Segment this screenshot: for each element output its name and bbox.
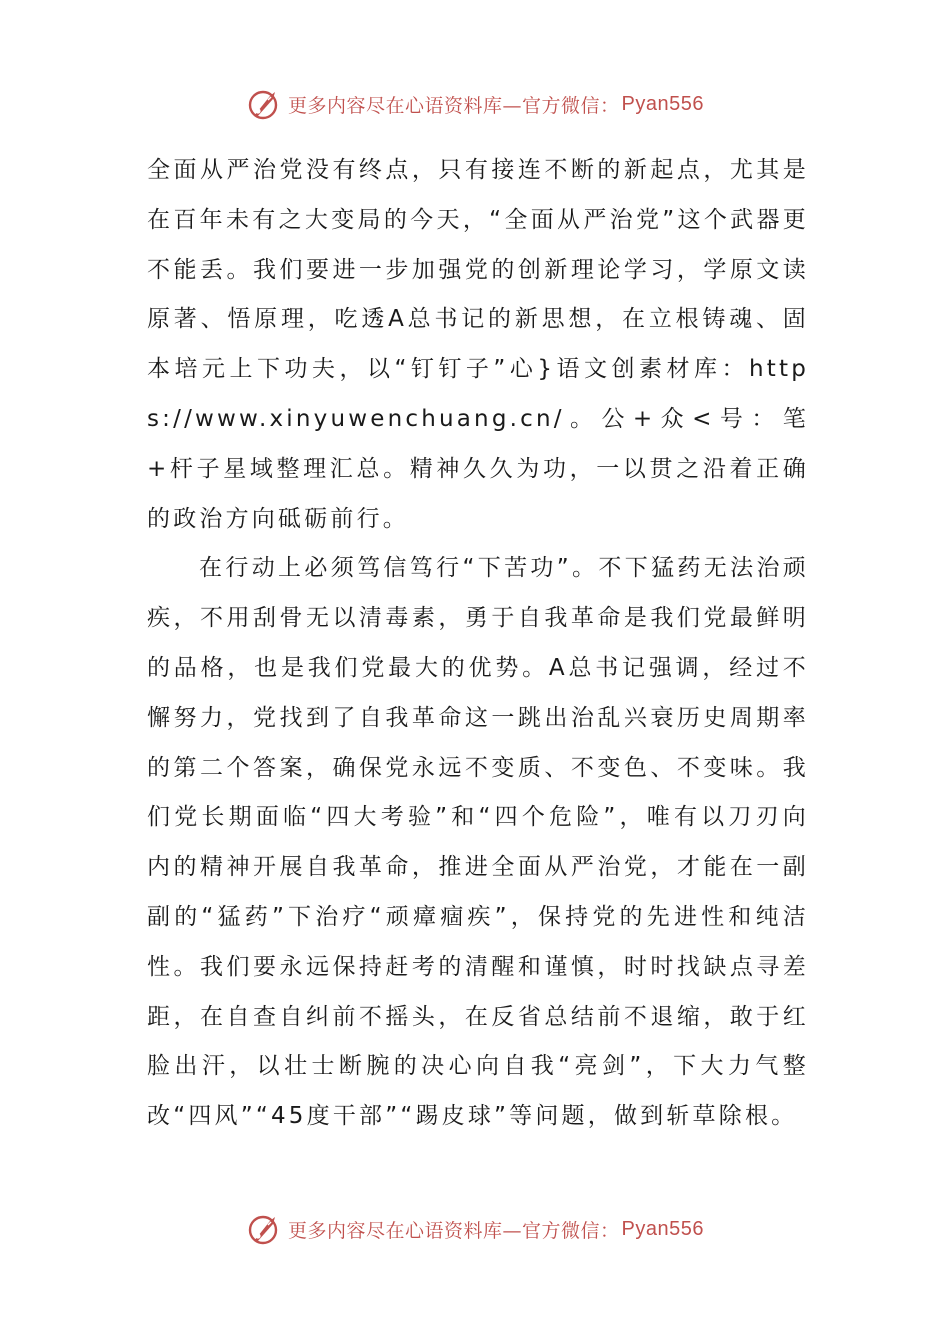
watermark-text: 更多内容尽在心语资料库—官方微信： [288, 1219, 620, 1242]
pen-nib-logo-icon [246, 86, 282, 122]
pen-nib-logo-icon [246, 1211, 282, 1247]
document-body [147, 146, 809, 1142]
watermark-text: 更多内容尽在心语资料库—官方微信： [288, 94, 620, 117]
watermark-handle: Pyan556 [621, 1217, 704, 1240]
paragraph-2: 在行动上必须笃信笃行“下苦功”。不下猛药无法治顽疾，不用刮骨无以清毒素，勇于自我革命是我们党最鲜明的品格，也是我们党最大的优势。A总书记强调，经过不懈努力，党找到了自我革命这一跳出治乱兴衰历史周期率的第二个答案，确保党永远不变质、不变色、不变味。我们党长期面临“四大考验”和“四个危险”，唯有以刀刃向内的精神开展自我革命，推进全面从严治党，才能在一副副的“猛药”下治疗“顽瘴痼疾”，保持党的先进性和纯洁性。我们要永远保持赶考的清醒和谨慎，时时找缺点寻差距，在自查自纠前不摇头，在反省总结前不退缩，敢于红脸出汗，以壮士断腕的决心向自我“亮剑”，下大力气整改“四风”“45度干部”“踢皮球”等问题，做到斩草除根。 [147, 555, 809, 1130]
paragraph-1: 全面从严治党没有终点，只有接连不断的新起点，尤其是在百年未有之大变局的今天，“全面从严治党”这个武器更不能丢。我们要进一步加强党的创新理论学习，学原文读原著、悟原理，吃透A总书记的新思想，在立根铸魂、固本培元上下功夫，以“钉钉子”心}语文创素材库：https://www.xinyuwenchuang.cn/。公+众<号：笔+杆子星域整理汇总。精神久久为功，一以贯之沿着正确的政治方向砥砺前行。 [147, 157, 809, 532]
watermark-handle: Pyan556 [621, 92, 704, 115]
header-watermark [0, 84, 950, 124]
footer-watermark [0, 1209, 950, 1249]
